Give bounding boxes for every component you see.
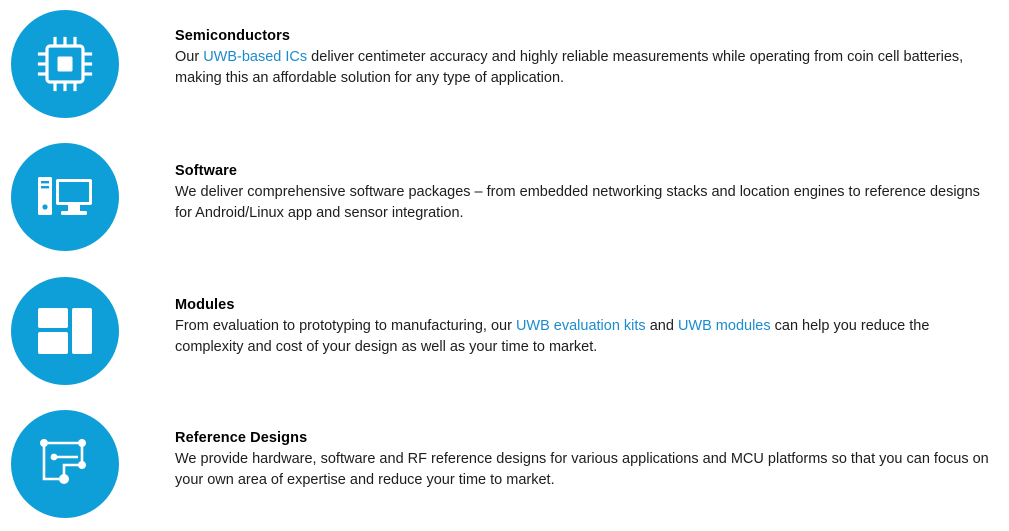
feature-title: Software: [175, 163, 238, 179]
link-uwb-based-ics[interactable]: UWB-based ICs: [203, 49, 308, 65]
feature-item-reference-designs: [0, 410, 1009, 518]
body-text-segment: We provide hardware, software and RF reference designs for various applications and MCU platforms so that you can focus on your own area of expertise and reduce your time to market.: [175, 451, 989, 488]
modules-blocks-icon: [11, 277, 119, 385]
feature-title: Reference Designs: [175, 430, 308, 446]
reference-design-network-icon: [11, 410, 119, 518]
feature-item-modules: [0, 277, 1009, 385]
semiconductor-chip-icon: [11, 10, 119, 118]
desktop-computer-icon: [11, 143, 119, 251]
text-column: [175, 143, 1009, 223]
icon-column: [0, 10, 175, 118]
icon-column: [0, 143, 175, 251]
body-text-segment: We deliver comprehensive software packages – from embedded networking stacks and location engines to reference designs for Android/Linux app and sensor integration.: [175, 184, 980, 221]
body-text-segment: deliver centimeter accuracy and highly reliable measurements while operating from coin cell batteries, making this an affordable solution for any type of application.: [175, 49, 964, 86]
icon-column: [0, 410, 175, 518]
icon-column: [0, 277, 175, 385]
body-text-segment: and: [645, 318, 678, 334]
link-uwb-modules[interactable]: UWB modules: [677, 318, 771, 334]
text-column: [175, 277, 1009, 357]
feature-body: [175, 316, 999, 357]
text-column: [175, 10, 1009, 88]
text-column: [175, 410, 1009, 490]
feature-title: Modules: [175, 297, 235, 313]
feature-title: Semiconductors: [175, 28, 291, 44]
link-uwb-evaluation-kits[interactable]: UWB evaluation kits: [515, 318, 646, 334]
feature-item-semiconductors: [0, 10, 1009, 118]
feature-item-software: [0, 143, 1009, 251]
body-text-segment: Our: [175, 49, 204, 65]
feature-body: [175, 449, 999, 490]
body-text-segment: can help you reduce the complexity and cost of your design as well as your time to market.: [175, 318, 930, 355]
feature-body: [175, 182, 999, 223]
feature-body: [175, 47, 999, 88]
body-text-segment: From evaluation to prototyping to manufacturing, our: [175, 318, 516, 334]
